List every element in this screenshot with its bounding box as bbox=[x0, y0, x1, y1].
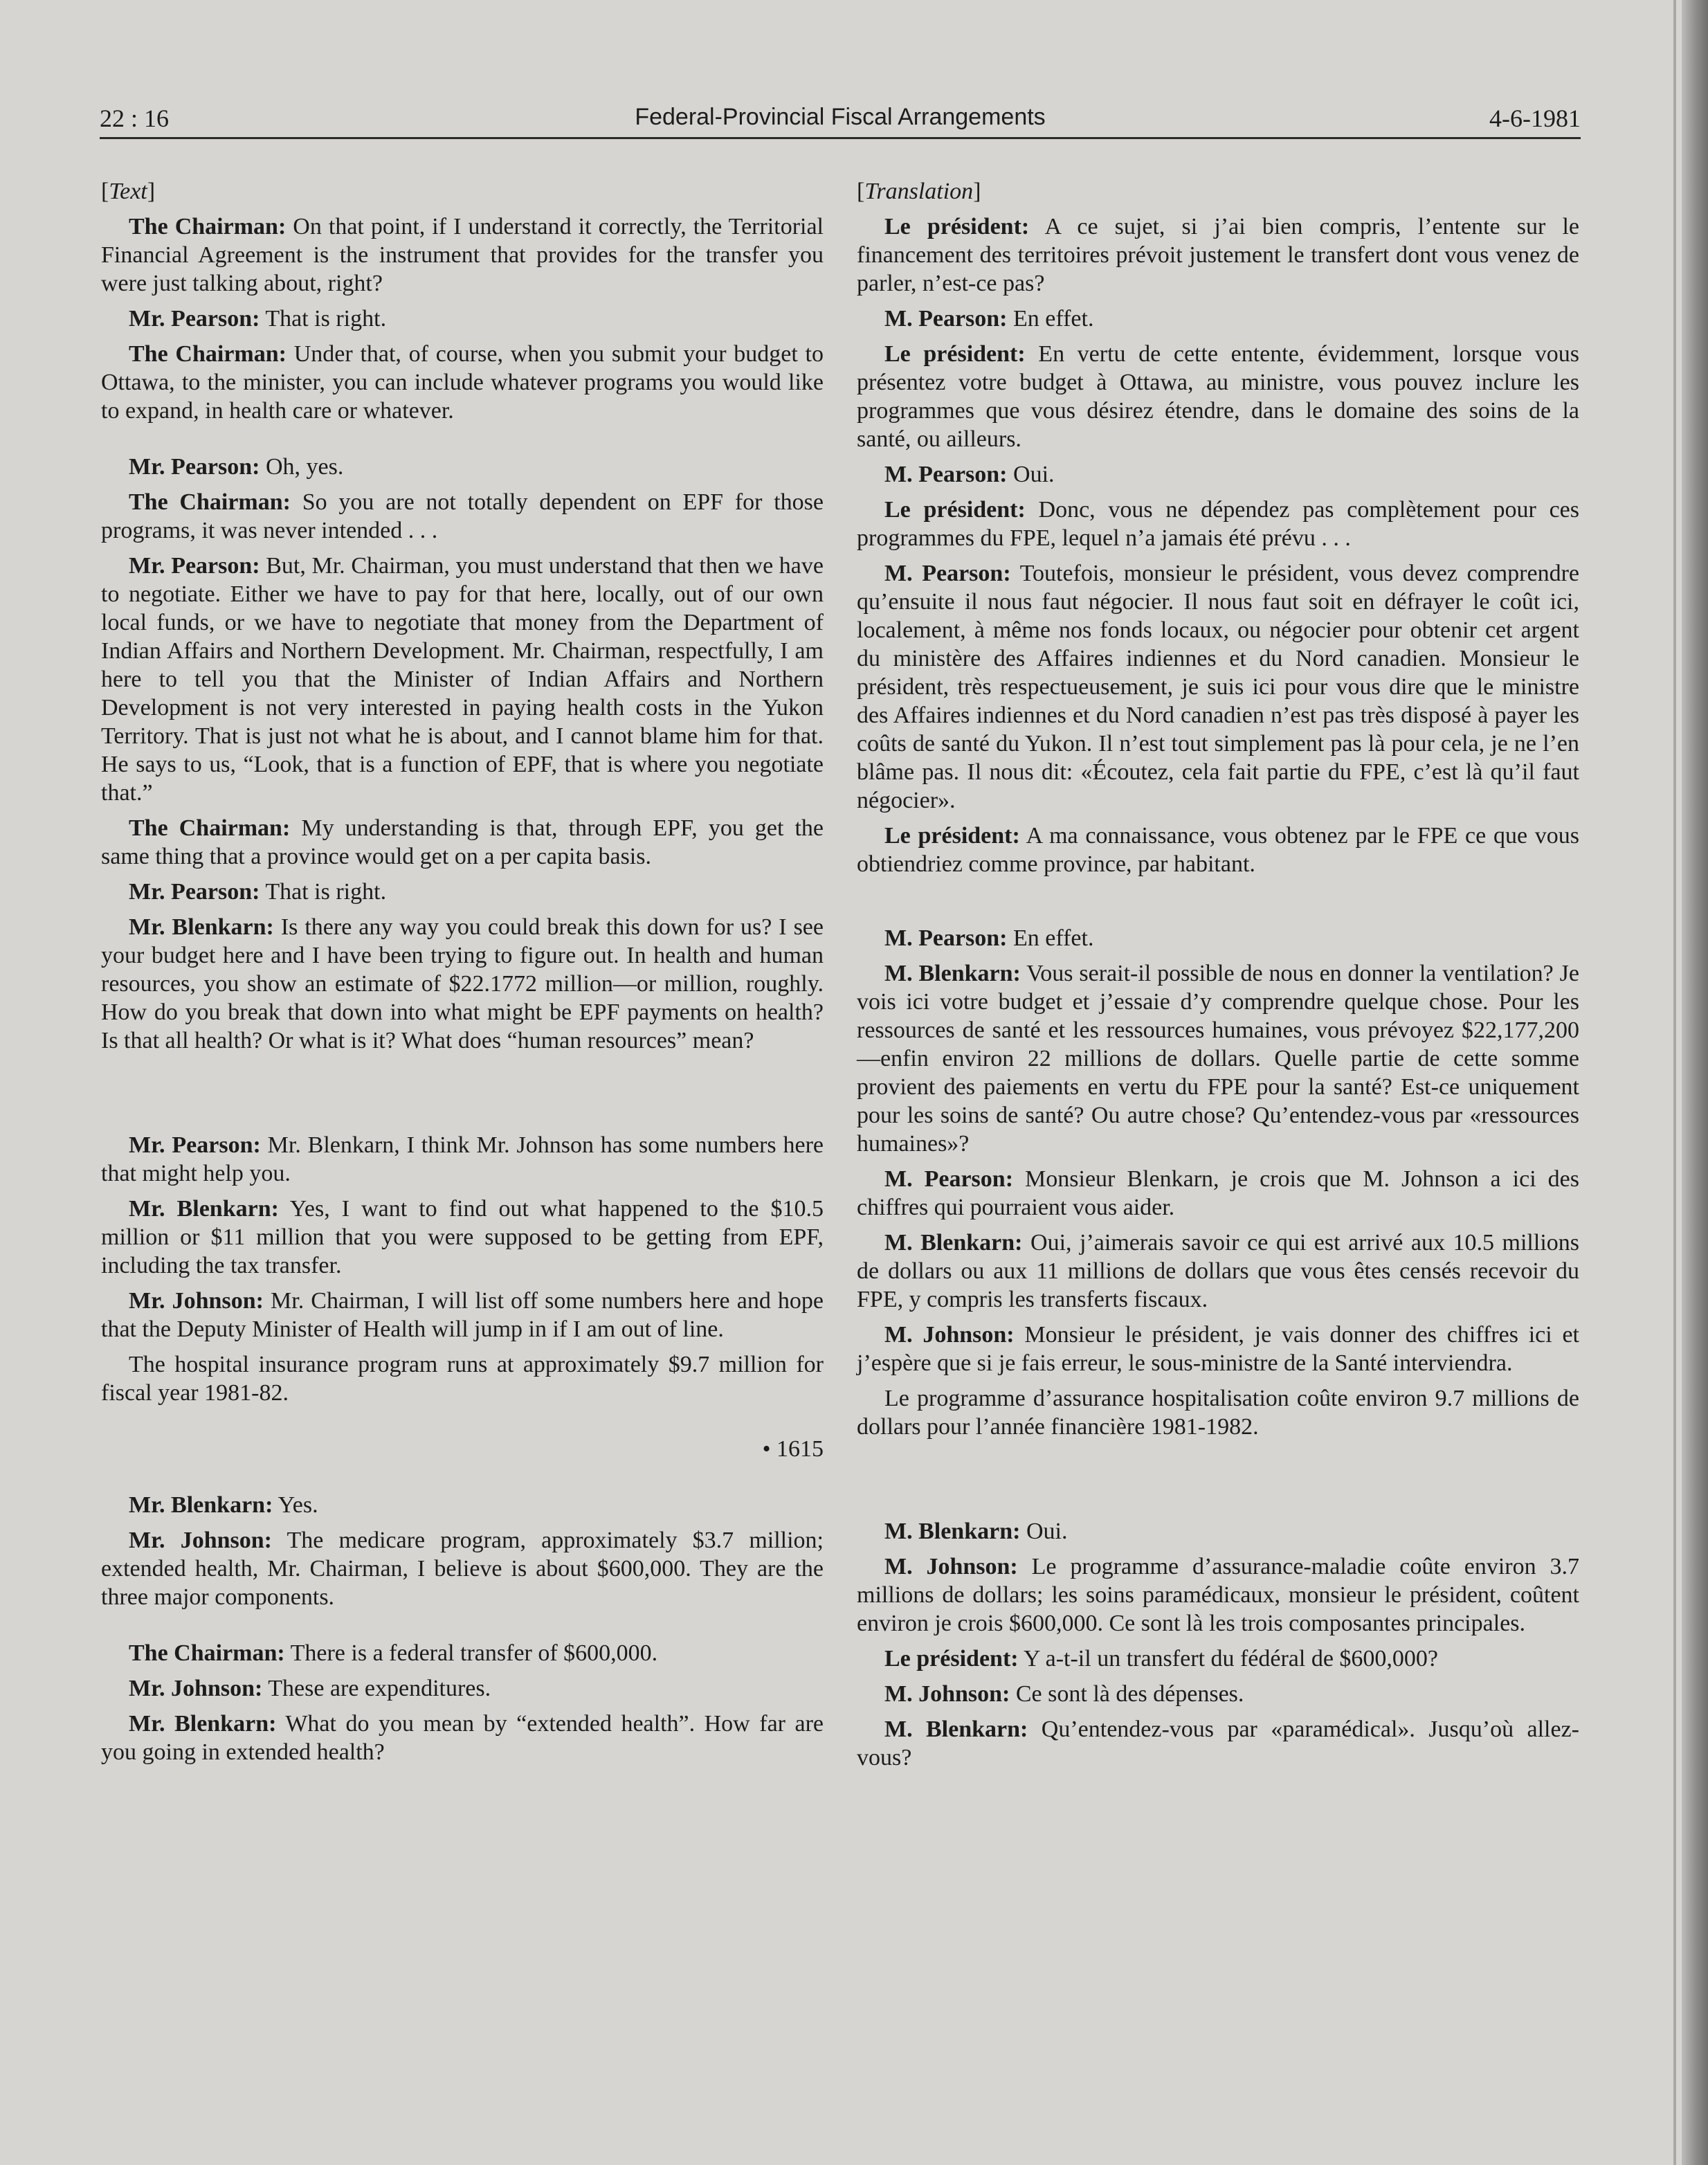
sitting-date: 4-6-1981 bbox=[1489, 105, 1581, 132]
speaker-label: Mr. Blenkarn: bbox=[129, 914, 274, 940]
speaker-label: The Chairman: bbox=[129, 489, 291, 515]
transcript-paragraph: The Chairman: There is a federal transfer of $600,000. bbox=[129, 1640, 658, 1666]
speaker-label: M. Blenkarn: bbox=[884, 1519, 1021, 1544]
speaker-label: M. Pearson: bbox=[884, 1166, 1014, 1192]
transcript-paragraph: Mr. Blenkarn: Yes, I want to find out what happened to the $10.5 million or $11 million that you were supposed to be getting from EPF, including the tax transfer. bbox=[101, 1196, 824, 1278]
transcript-paragraph: Mr. Johnson: These are expenditures. bbox=[129, 1676, 491, 1701]
transcript-paragraph: Mr. Pearson: Oh, yes. bbox=[129, 454, 344, 480]
transcript-paragraph: M. Blenkarn: Oui. bbox=[884, 1519, 1068, 1544]
transcript-paragraph: Mr. Johnson: The medicare program, approximately $3.7 million; extended health, Mr. Chairman, I believe is about $600,000. They are the three major components. bbox=[101, 1528, 824, 1610]
speaker-label: M. Blenkarn: bbox=[884, 1716, 1028, 1742]
speaker-label: Mr. Johnson: bbox=[129, 1528, 272, 1553]
transcript-paragraph: The hospital insurance program runs at approximately $9.7 million for fiscal year 1981-82. bbox=[101, 1352, 824, 1406]
transcript-paragraph: M. Pearson: Oui. bbox=[884, 462, 1055, 487]
speaker-label: Mr. Pearson: bbox=[129, 879, 260, 905]
page-number: 22 : 16 bbox=[100, 105, 170, 132]
speaker-label: M. Johnson: bbox=[884, 1681, 1010, 1707]
publication-title: Federal-Provincial Fiscal Arrangements bbox=[635, 104, 1046, 130]
speaker-label: Mr. Johnson: bbox=[129, 1288, 264, 1314]
transcript-paragraph: Mr. Pearson: That is right. bbox=[129, 879, 387, 905]
speaker-label: Le président: bbox=[884, 497, 1026, 523]
transcript-paragraph: Mr. Pearson: But, Mr. Chairman, you must understand that then we have to negotiate. Either we have to pay for that here, locally, out of our own local funds, or we have to negotiate that money from the Department of Indian Affairs and Northern Development. Mr. Chairman, respectfully, I am here to tell you that the Minister of Indian Affairs and Northern Development is not very interested in paying health costs in the Yukon Territory. That is just not what he is about, and I cannot blame him for that. He says to us, “Look, that is a function of EPF, that is where you negotiate that.” bbox=[101, 553, 824, 806]
speaker-label: Mr. Blenkarn: bbox=[129, 1711, 277, 1737]
transcript-paragraph: Le président: A ce sujet, si j’ai bien compris, l’entente sur le financement des territoires prévoit justement le transfert dont vous venez de parler, n’est-ce pas? bbox=[857, 214, 1580, 296]
speaker-label: The Chairman: bbox=[129, 214, 287, 239]
french-column bbox=[857, 177, 1579, 1779]
transcript-paragraph: Le président: A ma connaissance, vous obtenez par le FPE ce que vous obtiendriez comme province, par habitant. bbox=[857, 823, 1579, 877]
speaker-label: Mr. Pearson: bbox=[129, 553, 260, 579]
transcript-paragraph: Mr. Blenkarn: Is there any way you could break this down for us? I see your budget here and I have been trying to figure out. In health and human resources, you show an estimate of $22.1772 million—or million, roughly. How do you break that down into what might be EPF payments on health? Is that all health? Or what is it? What does “human resources” mean? bbox=[101, 914, 824, 1053]
binding-edge bbox=[1673, 0, 1676, 2165]
transcript-paragraph: M. Pearson: En effet. bbox=[884, 925, 1094, 951]
speaker-label: Mr. Blenkarn: bbox=[129, 1492, 273, 1518]
transcript-paragraph: Mr. Blenkarn: What do you mean by “extended health”. How far are you going in extended health? bbox=[101, 1711, 824, 1765]
speaker-label: Mr. Pearson: bbox=[129, 1132, 261, 1158]
transcript-paragraph: M. Johnson: Monsieur le président, je vais donner des chiffres ici et j’espère que si je fais erreur, le sous-ministre de la Santé interviendra. bbox=[857, 1322, 1580, 1376]
speaker-label: Mr. Pearson: bbox=[129, 454, 260, 480]
speaker-label: Le président: bbox=[884, 341, 1026, 367]
transcript-paragraph: M. Pearson: Toutefois, monsieur le président, vous devez comprendre qu’ensuite il nous faut négocier. Il nous faut soit en défrayer le coût ici, localement, à même nos fonds locaux, ou négocier pour obtenir cet argent du ministère des Affaires indiennes et du Nord canadien. Monsieur le président, très respectueusement, je suis ici pour vous dire que le ministre des Affaires indiennes et du Nord canadien n’est pas très disposé à payer les coûts de santé du Yukon. Il n’est tout simplement pas là pour cela, je ne l’en blâme pas. Il nous dit: «Écoutez, cela fait partie du FPE, c’est là qu’il faut négocier». bbox=[857, 561, 1579, 813]
transcript-paragraph: The Chairman: Under that, of course, when you submit your budget to Ottawa, to the minister, you can include whatever programs you would like to expand, in health care or whatever. bbox=[101, 341, 824, 424]
speaker-label: The Chairman: bbox=[129, 815, 291, 841]
transcript-paragraph: M. Blenkarn: Oui, j’aimerais savoir ce qui est arrivé aux 10.5 millions de dollars ou aux 11 millions de dollars que vous êtes censés recevoir du FPE, y compris les transferts fiscaux. bbox=[857, 1230, 1580, 1312]
speaker-label: M. Pearson: bbox=[884, 306, 1008, 332]
speaker-label: The Chairman: bbox=[129, 1640, 285, 1666]
speaker-label: M. Pearson: bbox=[884, 462, 1008, 487]
time-marker: • 1615 bbox=[762, 1436, 824, 1462]
transcript-paragraph: Le programme d’assurance hospitalisation coûte environ 9.7 millions de dollars pour l’année financière 1981-1982. bbox=[857, 1386, 1579, 1440]
transcript-paragraph: Mr. Pearson: That is right. bbox=[129, 306, 387, 332]
speaker-label: M. Pearson: bbox=[884, 561, 1011, 586]
transcript-paragraph: M. Blenkarn: Vous serait-il possible de nous en donner la ventilation? Je vois ici votre budget et j’essaie d’y comprendre quelque chose. Pour les ressources de santé et les ressources humaines, vous prévoyez $22,177,200—enfin environ 22 millions de dollars. Quelle partie de cette somme provient des paiements en vertu du FPE pour la santé? Est-ce uniquement pour les soins de santé? Ou autre chose? Qu’entendez-vous par «ressources humaines»? bbox=[857, 961, 1579, 1157]
transcript-paragraph: Le président: Y a-t-il un transfert du fédéral de $600,000? bbox=[884, 1646, 1439, 1672]
transcript-paragraph: Mr. Blenkarn: Yes. bbox=[129, 1492, 318, 1518]
speaker-label: M. Blenkarn: bbox=[884, 1230, 1023, 1256]
speaker-label: Mr. Johnson: bbox=[129, 1676, 263, 1701]
transcript-paragraph: M. Johnson: Ce sont là des dépenses. bbox=[884, 1681, 1244, 1707]
transcript-paragraph: Le président: Donc, vous ne dépendez pas complètement pour ces programmes du FPE, lequel n’a jamais été prévu . . . bbox=[857, 497, 1580, 551]
column-heading-text: [Text] bbox=[101, 179, 156, 204]
transcript-paragraph: The Chairman: So you are not totally dependent on EPF for those programs, it was never intended . . . bbox=[101, 489, 824, 543]
transcript-paragraph: Le président: En vertu de cette entente, évidemment, lorsque vous présentez votre budget à Ottawa, au ministre, vous pouvez inclure les programmes que vous désirez étendre, dans le domaine des soins de la santé, ou ailleurs. bbox=[857, 341, 1579, 452]
transcript-paragraph: M. Pearson: En effet. bbox=[884, 306, 1094, 332]
english-column bbox=[101, 177, 824, 1773]
transcript-paragraph: Mr. Pearson: Mr. Blenkarn, I think Mr. Johnson has some numbers here that might help you. bbox=[101, 1132, 824, 1186]
transcript-paragraph: The Chairman: My understanding is that, through EPF, you get the same thing that a province would get on a per capita basis. bbox=[101, 815, 824, 869]
column-heading-translation: [Translation] bbox=[857, 179, 981, 204]
speaker-label: The Chairman: bbox=[129, 341, 287, 367]
transcript-paragraph: M. Blenkarn: Qu’entendez-vous par «paramédical». Jusqu’où allez-vous? bbox=[857, 1716, 1579, 1770]
speaker-label: M. Johnson: bbox=[884, 1322, 1015, 1348]
transcript-paragraph: M. Pearson: Monsieur Blenkarn, je crois que M. Johnson a ici des chiffres qui pourraient vous aider. bbox=[857, 1166, 1579, 1220]
page-edge-shadow bbox=[1682, 0, 1708, 2165]
transcript-paragraph: M. Johnson: Le programme d’assurance-maladie coûte environ 3.7 millions de dollars; les soins paramédicaux, monsieur le président, coûtent environ je crois $600,000. Ce sont là les trois composantes principales. bbox=[857, 1554, 1579, 1636]
transcript-paragraph: The Chairman: On that point, if I understand it correctly, the Territorial Financial Agreement is the instrument that provides for the transfer you were just talking about, right? bbox=[101, 214, 824, 296]
speaker-label: M. Johnson: bbox=[884, 1554, 1018, 1579]
speaker-label: Le président: bbox=[884, 1646, 1019, 1672]
transcript-paragraph: Mr. Johnson: Mr. Chairman, I will list off some numbers here and hope that the Deputy Minister of Health will jump in if I am out of line. bbox=[101, 1288, 824, 1342]
speaker-label: Le président: bbox=[884, 823, 1020, 849]
speaker-label: M. Blenkarn: bbox=[884, 961, 1021, 986]
speaker-label: Le président: bbox=[884, 214, 1030, 239]
header-rule bbox=[100, 137, 1581, 139]
speaker-label: Mr. Blenkarn: bbox=[129, 1196, 279, 1222]
speaker-label: Mr. Pearson: bbox=[129, 306, 260, 332]
speaker-label: M. Pearson: bbox=[884, 925, 1008, 951]
running-head bbox=[100, 104, 1581, 137]
